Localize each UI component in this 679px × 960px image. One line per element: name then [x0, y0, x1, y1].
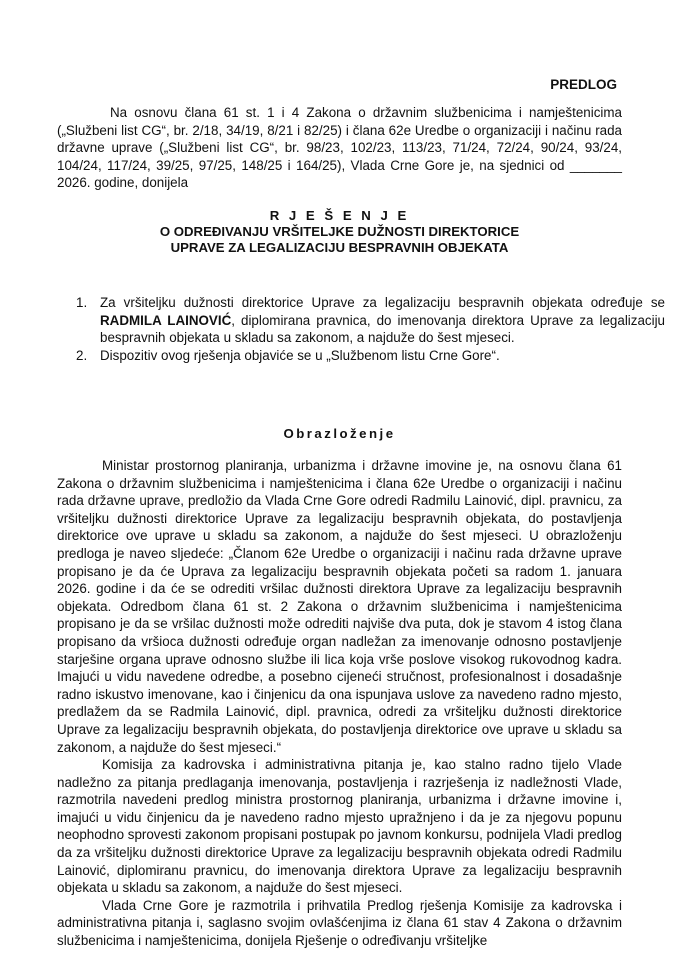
explanation-heading: Obrazloženje — [283, 426, 396, 441]
proposal-label: PREDLOG — [550, 77, 617, 92]
decision-title-line-3: UPRAVE ZA LEGALIZACIJU BESPRAVNIH OBJEKATA — [170, 240, 509, 255]
item-text: Za vršiteljku dužnosti direktorice Uprave za legalizaciju bespravnih objekata određuje se — [100, 295, 665, 310]
item-number: 1. — [76, 295, 88, 310]
explanation-paragraph: Komisija za kadrovska i administrativna pitanja je, kao stalno radno tijelo Vlade nadležno za pitanja predlaganja imenovanja, postavljenja i razrješenja iz nadležnosti Vlade, razmotrila navedeni predlog ministra prostornog planiranja, urbanizma i državne imovine i, imajući u vidu činjenicu da je navedeno radno mjesto upražnjeno i da je za njegovu popunu neophodno sprovesti zakonom propisani postupak po javnom konkursu, podnijela Vladi predlog da za vršiteljku dužnosti direktorice Uprave za legalizaciju bespravnih objekata odredi Radmilu Lainović, diplomiranu pravnicu, do imenovanja direktora Uprave za legalizaciju bespravnih objekata u skladu sa zakonom, a najduže do šest mjeseci. — [57, 757, 623, 896]
decision-item — [76, 294, 666, 347]
decision-title-word: R J E Š E N J E — [269, 208, 410, 223]
legal-basis-paragraph: Na osnovu člana 61 st. 1 i 4 Zakona o državnim službenicima i namještenicima („Službeni list CG“, br. 2/18, 34/19, 8/21 i 82/25) i člana 62e Uredbe o organizaciji i načinu rada državne uprave („Službeni list CG“, br. 98/23, 102/23, 113/23, 71/24, 72/24, 90/24, 93/24, 104/24, 117/24, 39/25, 97/25, 148/25 i 164/25), Vlada Crne Gore je, na sjednici od _______ 2026. godine, donijela — [57, 105, 622, 191]
item-number: 2. — [76, 347, 88, 363]
item-text: Dispozitiv ovog rješenja objaviće se u „Službenom listu Crne Gore“. — [100, 347, 500, 363]
explanation-paragraph: Ministar prostornog planiranja, urbanizma i državne imovine je, na osnovu člana 61 Zakona o državnim službenicima i namještenicima i člana 62e Uredbe o organizaciji i načinu rada državne uprave, predložio da Vlada Crne Gore odredi Radmilu Lainović, dipl. pravnicu, za vršiteljku dužnosti direktorice Uprave za legalizaciju bespravnih objekata, do postavljenja direktorice ove uprave u skladu sa zakonom, a najduže do šest mjeseci. U obrazloženju predloga je naveo sljedeće: „Članom 62e Uredbe o organizaciji i načinu rada državne uprave propisano je da će Uprava za legalizaciju bespravnih objekata početi sa radom 1. januara 2026. godine i da će se odrediti vršilac dužnosti direktora Uprave za legalizaciju bespravnih objekata. Odredbom člana 61 st. 2 Zakona o državnim službenicima i namještenicima propisano je da se vršilac dužnosti može odrediti najviše dva puta, dok je stavom 4 istog člana propisano da vršioca dužnosti određuje organ nadležan za imenovanje odnosno postavljenje starješine organa uprave odnosno službe ili lica koja vrše poslove visokog rukovodnog kadra. Imajući u vidu navedene odredbe, a posebno cijeneći stručnost, profesionalnost i dosadašnje radno iskustvo imenovane, kao i činjenicu da ona ispunjava uslove za navedeno radno mjesto, predlažem da se Radmila Lainović, dipl. pravnica, odredi za vršiteljku dužnosti direktorice Uprave za legalizaciju bespravnih objekata, do postavljenja direktorice ove uprave u skladu sa zakonom, a najduže do šest mjeseci.“ — [57, 458, 622, 755]
explanation-paragraph: Vlada Crne Gore je razmotrila i prihvatila Predlog rješenja Komisije za kadrovska i administrativna pitanja i, saglasno svojim ovlašćenjima iz člana 61 stav 4 Zakona o državnim službenicima i namještenicima, donijela Rješenje o određivanju vršiteljke — [57, 897, 622, 949]
decision-item — [76, 347, 665, 365]
appointee-name: RADMILA LAINOVIĆ — [100, 312, 232, 328]
explanation-body — [57, 457, 622, 950]
decision-items-list — [57, 294, 665, 364]
decision-title — [57, 208, 622, 256]
decision-title-line-2: O ODREĐIVANJU VRŠITELJKE DUŽNOSTI DIREKTORICE — [159, 224, 520, 239]
item-text-continued: , diplomirana pravnica, do imenovanja direktora Uprave za legalizaciju bespravnih objekata u skladu sa zakonom, a najduže do šest mjeseci. — [100, 312, 666, 346]
